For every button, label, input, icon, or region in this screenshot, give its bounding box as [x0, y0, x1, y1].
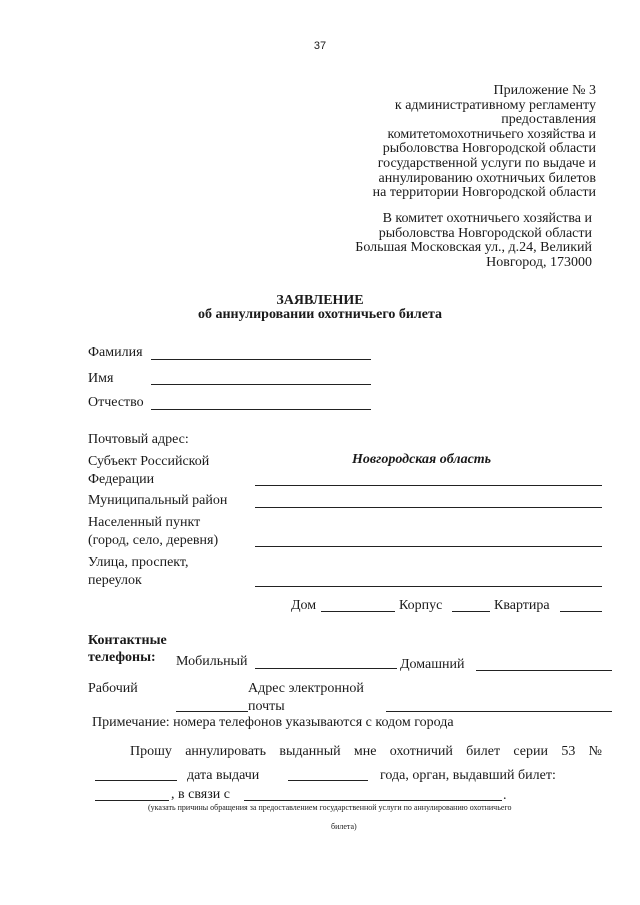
house-label: Дом [291, 598, 317, 613]
home-phone-field[interactable] [476, 670, 612, 671]
request-line-1: Прошу аннулировать выданный мне охотничий билет серии 53 № [130, 744, 602, 759]
reason-period: . [503, 788, 507, 803]
addressee-line: рыболовства Новгородской области [378, 225, 592, 241]
addressee-line: Большая Московская ул., д.24, Великий [355, 240, 592, 256]
home-label: Домашний [400, 657, 465, 672]
appendix-line: предоставления [501, 112, 596, 128]
mobile-label: Мобильный [176, 654, 248, 669]
street-field[interactable] [255, 586, 602, 587]
street-label-line1: Улица, проспект, [88, 555, 189, 570]
email-label-line1: Адрес электронной [248, 681, 364, 696]
title-sub: об аннулировании охотничьего билета [197, 307, 443, 322]
title-main: ЗАЯВЛЕНИЕ [276, 293, 364, 308]
district-label: Муниципальный район [88, 493, 228, 508]
building-label: Корпус [399, 598, 443, 613]
contacts-heading-line2: телефоны: [88, 650, 156, 665]
settlement-label-line2: (город, село, деревня) [88, 533, 219, 548]
street-label-line2: переулок [88, 573, 142, 588]
patronymic-field[interactable] [151, 409, 371, 410]
email-field[interactable] [386, 711, 612, 712]
region-field[interactable] [255, 485, 602, 486]
addressee-line: Новгород, 173000 [486, 254, 592, 270]
reason-hint-line1: (указать причины обращения за предоставлением государственной услуги по аннулированию охотничьего [148, 803, 512, 812]
settlement-field[interactable] [255, 546, 602, 547]
reason-label: , в связи с [171, 787, 230, 802]
work-phone-field[interactable] [176, 711, 248, 712]
page-number: 37 [313, 40, 327, 52]
contacts-heading-line1: Контактные [88, 633, 167, 648]
district-field[interactable] [255, 507, 602, 508]
region-label-line1: Субъект Российской [88, 454, 210, 469]
document-title [0, 294, 640, 322]
appendix-line: комитетомохотничьего хозяйства и [387, 126, 596, 142]
phone-note: Примечание: номера телефонов указываются с кодом города [92, 715, 454, 730]
addressee-line: В комитет охотничьего хозяйства и [382, 211, 592, 226]
appendix-line: на территории Новгородской области [372, 185, 596, 201]
mobile-field[interactable] [255, 668, 397, 669]
name-field[interactable] [151, 384, 371, 385]
issuer-label: года, орган, выдавший билет: [380, 768, 556, 783]
name-label: Имя [88, 371, 114, 386]
appendix-reference [316, 84, 596, 201]
email-label-line2: почты [248, 699, 285, 714]
issue-date-field[interactable] [288, 780, 368, 781]
surname-field[interactable] [151, 359, 371, 360]
region-value: Новгородская область [352, 452, 492, 467]
addressee-block [312, 212, 592, 270]
appendix-line: к административному регламенту [394, 97, 596, 113]
apartment-field[interactable] [560, 611, 602, 612]
issuer-field[interactable] [95, 800, 169, 801]
work-label: Рабочий [88, 681, 138, 696]
ticket-number-field[interactable] [95, 780, 177, 781]
house-field[interactable] [321, 611, 395, 612]
appendix-line: аннулированию охотничьих билетов [378, 170, 596, 186]
reason-field[interactable] [244, 800, 502, 801]
patronymic-label: Отчество [88, 395, 144, 410]
address-heading: Почтовый адрес: [88, 432, 189, 447]
appendix-line: рыболовства Новгородской области [382, 141, 596, 157]
building-field[interactable] [452, 611, 490, 612]
reason-hint-line2: билета) [331, 822, 357, 831]
appendix-line: государственной услуги по выдаче и [377, 155, 596, 171]
surname-label: Фамилия [88, 345, 143, 360]
settlement-label-line1: Населенный пункт [88, 515, 201, 530]
apartment-label: Квартира [494, 598, 550, 613]
issue-date-label: дата выдачи [187, 768, 260, 783]
region-label-line2: Федерации [88, 472, 155, 487]
appendix-line: Приложение № 3 [493, 83, 596, 98]
